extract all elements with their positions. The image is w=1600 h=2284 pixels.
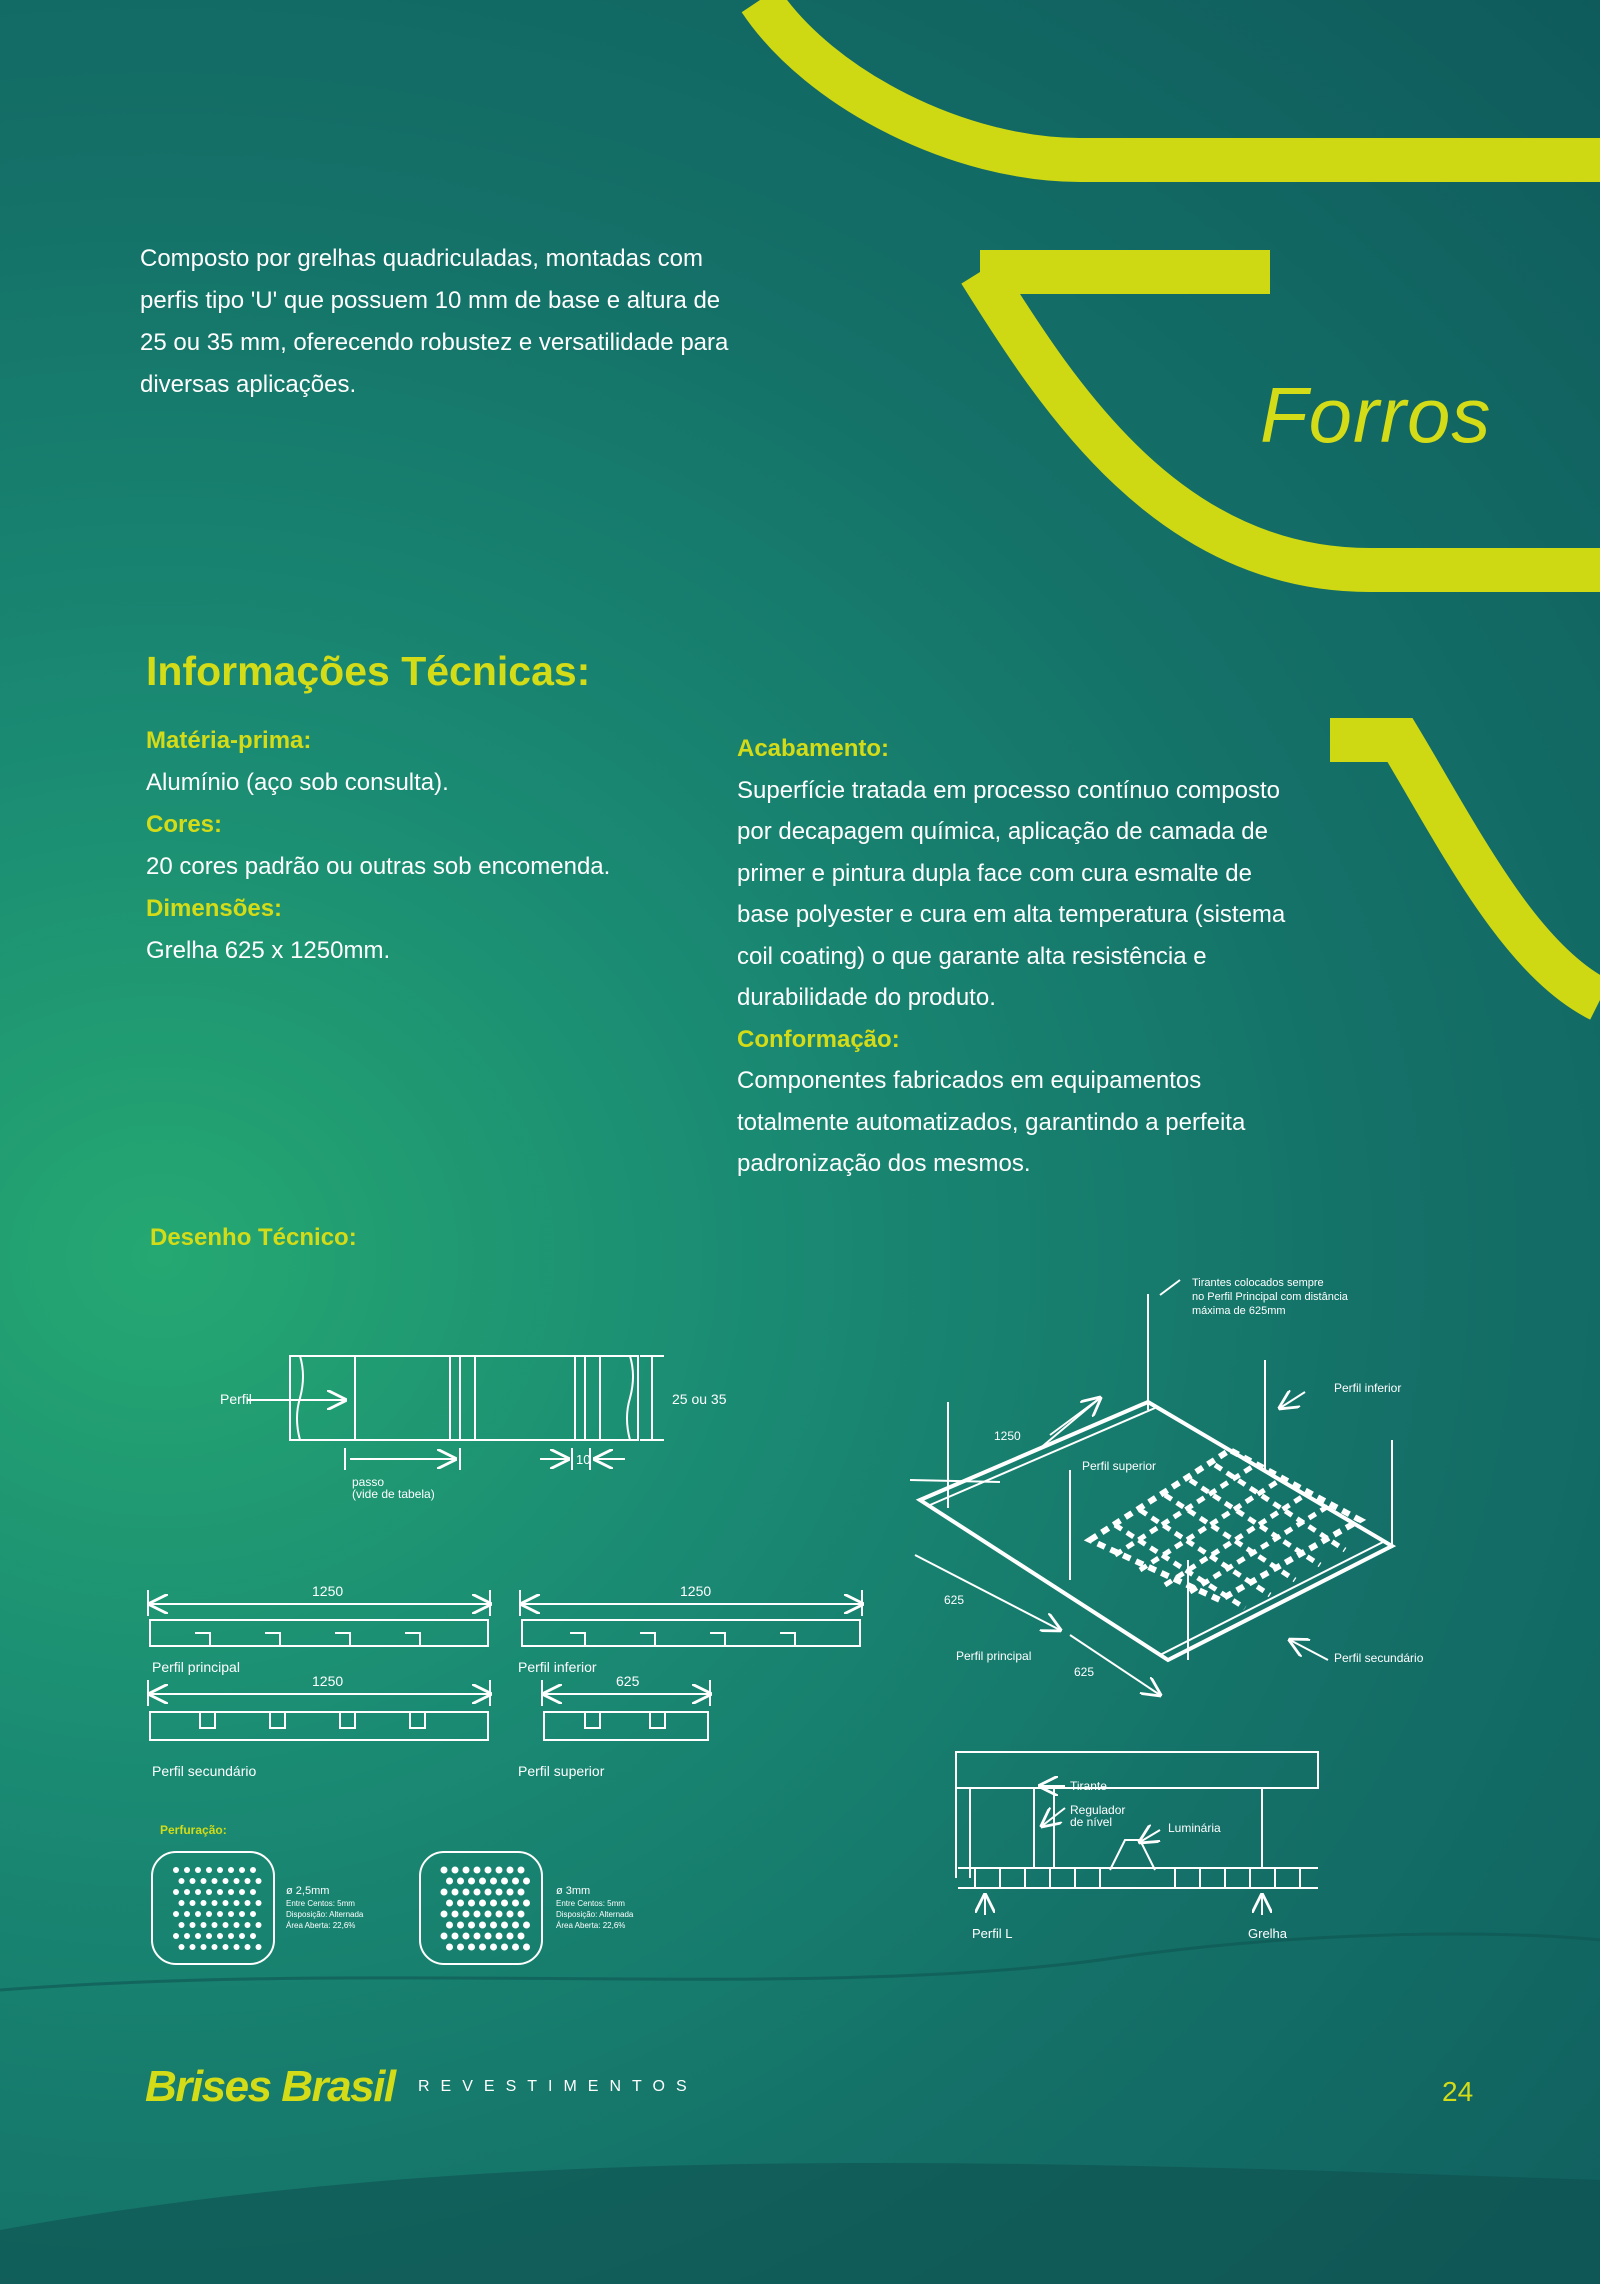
perforation-hole (179, 1944, 185, 1950)
perforation-hole (485, 1933, 492, 1940)
perforation-hole (195, 1889, 201, 1895)
label-perfil-secundario: Perfil secundário (152, 1763, 257, 1779)
section-tirante: Tirante (1070, 1779, 1107, 1793)
perforation-hole (239, 1911, 245, 1917)
perforation-hole (228, 1889, 234, 1895)
perforation-hole (250, 1933, 256, 1939)
iso-label-superior: Perfil superior (1082, 1459, 1157, 1473)
perforation-hole (212, 1900, 218, 1906)
perforation-hole (468, 1878, 475, 1885)
perforation-hole (441, 1933, 448, 1940)
perforation-hole (179, 1900, 185, 1906)
perforation-hole (463, 1867, 470, 1874)
perf-b-centers: Entre Centos: 5mm (556, 1899, 625, 1908)
iso-dim-625b: 625 (1074, 1665, 1095, 1679)
perforation-hole (234, 1944, 240, 1950)
perforation-hole (457, 1878, 464, 1885)
perforation-hole (496, 1911, 503, 1918)
perforation-hole (217, 1911, 223, 1917)
perforation-hole (195, 1867, 201, 1873)
perforation-hole (523, 1878, 530, 1885)
perforation-hole (441, 1911, 448, 1918)
perforation-hole (446, 1922, 453, 1929)
iso-dim-625a: 625 (944, 1593, 965, 1607)
perforation-hole (223, 1900, 229, 1906)
perf-a-centers: Entre Centos: 5mm (286, 1899, 355, 1908)
perforation-hole (446, 1878, 453, 1885)
profile-elevation (247, 1356, 664, 1470)
perforation-hole (518, 1889, 525, 1896)
perforation-hole (518, 1911, 525, 1918)
dim-passo-note: (vide de tabela) (352, 1487, 435, 1501)
perforation-hole (256, 1922, 262, 1928)
perforation-hole (190, 1900, 196, 1906)
dim-height-label: 25 ou 35 (672, 1391, 727, 1407)
label-perfil-superior: Perfil superior (518, 1763, 605, 1779)
perforation-hole (245, 1900, 251, 1906)
dim-base-label: 10 (576, 1452, 591, 1467)
perforation-hole (217, 1889, 223, 1895)
perforation-hole (468, 1944, 475, 1951)
perforation-hole (201, 1900, 207, 1906)
perforation-hole (507, 1933, 514, 1940)
section-regulador-1: Regulador (1070, 1803, 1126, 1817)
perforation-hole (457, 1922, 464, 1929)
perforation-hole (245, 1878, 251, 1884)
perforation-hole (485, 1911, 492, 1918)
perforation-hole (190, 1944, 196, 1950)
conformacao-label: Conformação: (737, 1025, 900, 1053)
perforation-hole (228, 1933, 234, 1939)
iso-note-2: no Perfil Principal com distância (1192, 1291, 1348, 1303)
perforation-hole (463, 1911, 470, 1918)
perforation-title: Perfuração: (160, 1823, 227, 1837)
perforation-hole (212, 1944, 218, 1950)
perforation-hole (512, 1944, 519, 1951)
profile-secundario (148, 1680, 490, 1740)
perforation-hole (446, 1900, 453, 1907)
perforation-hole (195, 1911, 201, 1917)
perforation-hole (512, 1878, 519, 1885)
perforation-hole (234, 1878, 240, 1884)
perforation-hole (441, 1867, 448, 1874)
section-perfil-l: Perfil L (972, 1926, 1013, 1941)
perforation-hole (184, 1889, 190, 1895)
perforation-hole (457, 1944, 464, 1951)
perforation-hole (212, 1922, 218, 1928)
perforation-hole (490, 1944, 497, 1951)
perforation-hole (228, 1867, 234, 1873)
perforation-hole (501, 1922, 508, 1929)
perforation-hole (223, 1878, 229, 1884)
perforation-hole (217, 1933, 223, 1939)
materia-label: Matéria-prima: (146, 727, 312, 754)
perforation-hole (206, 1911, 212, 1917)
iso-dim-1250: 1250 (994, 1429, 1021, 1443)
perforation-hole (468, 1900, 475, 1907)
perforation-hole (234, 1922, 240, 1928)
perforation-hole (523, 1944, 530, 1951)
perforation-hole (490, 1922, 497, 1929)
brand-subtitle: REVESTIMENTOS (418, 2078, 698, 2095)
dim-principal-1250: 1250 (312, 1583, 344, 1599)
perforation-hole (452, 1933, 459, 1940)
dim-perfil-label: Perfil (220, 1391, 252, 1407)
iso-note-3: máxima de 625mm (1192, 1305, 1286, 1317)
perforation-hole (474, 1889, 481, 1896)
perforation-hole (179, 1878, 185, 1884)
perforation-hole (228, 1911, 234, 1917)
intro-paragraph: Composto por grelhas quadriculadas, montadas com perfis tipo 'U' que possuem 10 mm de base e altura de 25 ou 35 mm, oferecendo robustez e versatilidade para diversas aplicações. (140, 245, 729, 398)
perforation-hole (468, 1922, 475, 1929)
perforation-hole (457, 1900, 464, 1907)
perforation-hole (179, 1922, 185, 1928)
perforation-hole (173, 1889, 179, 1895)
perforation-hole (452, 1911, 459, 1918)
perforation-hole (501, 1900, 508, 1907)
perforation-hole (512, 1900, 519, 1907)
section-view (956, 1752, 1318, 1915)
perforation-hole (501, 1944, 508, 1951)
perforation-hole (217, 1867, 223, 1873)
perforation-hole (206, 1889, 212, 1895)
perforation-hole (507, 1911, 514, 1918)
profile-superior (542, 1680, 710, 1740)
perforation-hole (479, 1922, 486, 1929)
dim-passo-label: passo (352, 1475, 385, 1489)
dimensoes-label: Dimensões: (146, 895, 283, 922)
iso-label-inferior: Perfil inferior (1334, 1381, 1402, 1395)
perforation-hole (206, 1933, 212, 1939)
iso-label-principal: Perfil principal (956, 1649, 1032, 1663)
iso-note-1: Tirantes colocados sempre (1192, 1277, 1324, 1289)
perforation-dots-a (173, 1867, 262, 1950)
perforation-hole (452, 1889, 459, 1896)
dim-superior-625: 625 (616, 1673, 640, 1689)
perforation-hole (256, 1878, 262, 1884)
perforation-hole (485, 1889, 492, 1896)
dim-inferior-1250: 1250 (680, 1583, 712, 1599)
perforation-hole (479, 1900, 486, 1907)
perforation-hole (234, 1900, 240, 1906)
label-perfil-principal: Perfil principal (152, 1659, 240, 1675)
perforation-hole (256, 1900, 262, 1906)
perforation-hole (474, 1911, 481, 1918)
perforation-hole (463, 1889, 470, 1896)
tech-info-title: Informações Técnicas: (146, 648, 591, 694)
perforation-hole (479, 1878, 486, 1885)
perforation-hole (245, 1944, 251, 1950)
perforation-hole (173, 1933, 179, 1939)
perforation-hole (201, 1944, 207, 1950)
perforation-hole (250, 1889, 256, 1895)
perforation-dots-b (441, 1867, 531, 1951)
perf-a-diameter: ø 2,5mm (286, 1885, 330, 1897)
materia-value: Alumínio (aço sob consulta). (146, 769, 449, 796)
perforation-hole (173, 1867, 179, 1873)
perforation-hole (479, 1944, 486, 1951)
perforation-hole (518, 1933, 525, 1940)
perforation-hole (184, 1867, 190, 1873)
perforation-hole (184, 1933, 190, 1939)
perforation-hole (523, 1922, 530, 1929)
perforation-hole (501, 1878, 508, 1885)
section-luminaria: Luminária (1168, 1821, 1221, 1835)
perforation-hole (496, 1867, 503, 1874)
perforation-hole (446, 1944, 453, 1951)
perforation-hole (523, 1900, 530, 1907)
perforation-hole (184, 1911, 190, 1917)
brand-logo: Brises Brasil (145, 2062, 395, 2111)
perforation-hole (239, 1889, 245, 1895)
cores-label: Cores: (146, 811, 223, 838)
perforation-hole (507, 1889, 514, 1896)
perforation-hole (190, 1922, 196, 1928)
perforation-hole (512, 1922, 519, 1929)
page-number: 24 (1442, 2076, 1474, 2107)
acabamento-label: Acabamento: (737, 735, 890, 762)
acabamento-value: Superfície tratada em processo contínuo composto por decapagem química, aplicação de camada de primer e pintura dupla face com cura esmalte de base polyester e cura em alta temperatura (sistema coil coating) o que garante alta resistência e durabilidade do produto. (737, 776, 1286, 1011)
perforation-hole (490, 1878, 497, 1885)
perforation-hole (239, 1933, 245, 1939)
perforation-hole (496, 1889, 503, 1896)
perf-b-diameter: ø 3mm (556, 1885, 591, 1897)
conformacao-value: Componentes fabricados em equipamentos totalmente automatizados, garantindo a perfeita padronização dos mesmos. (737, 1067, 1246, 1177)
isometric-ceiling-grid (910, 1280, 1392, 1695)
perf-b-open: Área Aberta: 22,6% (556, 1921, 626, 1930)
perforation-hole (195, 1933, 201, 1939)
perforation-hole (206, 1867, 212, 1873)
drawing-title: Desenho Técnico: (150, 1224, 357, 1251)
perforation-hole (507, 1867, 514, 1874)
section-grelha: Grelha (1248, 1926, 1288, 1941)
perforation-hole (239, 1867, 245, 1873)
section-regulador-2: de nível (1070, 1815, 1113, 1829)
perforation-hole (256, 1944, 262, 1950)
perforation-hole (212, 1878, 218, 1884)
perforation-hole (474, 1867, 481, 1874)
perforation-hole (190, 1878, 196, 1884)
perforation-hole (173, 1911, 179, 1917)
perforation-hole (245, 1922, 251, 1928)
iso-label-secundario: Perfil secundário (1334, 1651, 1424, 1665)
label-perfil-inferior: Perfil inferior (518, 1659, 597, 1675)
perforation-hole (223, 1944, 229, 1950)
dimensoes-value: Grelha 625 x 1250mm. (146, 937, 391, 964)
perforation-hole (496, 1933, 503, 1940)
perforation-hole (201, 1922, 207, 1928)
perf-a-open: Área Aberta: 22,6% (286, 1921, 356, 1930)
perforation-hole (441, 1889, 448, 1896)
perforation-hole (485, 1867, 492, 1874)
perforation-hole (250, 1911, 256, 1917)
perforation-hole (490, 1900, 497, 1907)
perf-a-layout: Disposição: Alternada (286, 1910, 364, 1919)
perforation-hole (463, 1933, 470, 1940)
page-title: Forros (1260, 371, 1492, 459)
perf-b-layout: Disposição: Alternada (556, 1910, 634, 1919)
perforation-hole (518, 1867, 525, 1874)
perforation-hole (250, 1867, 256, 1873)
dim-secundario-1250: 1250 (312, 1673, 344, 1689)
perforation-hole (474, 1933, 481, 1940)
cores-value: 20 cores padrão ou outras sob encomenda. (146, 853, 611, 880)
perforation-hole (201, 1878, 207, 1884)
perforation-hole (223, 1922, 229, 1928)
perforation-hole (452, 1867, 459, 1874)
